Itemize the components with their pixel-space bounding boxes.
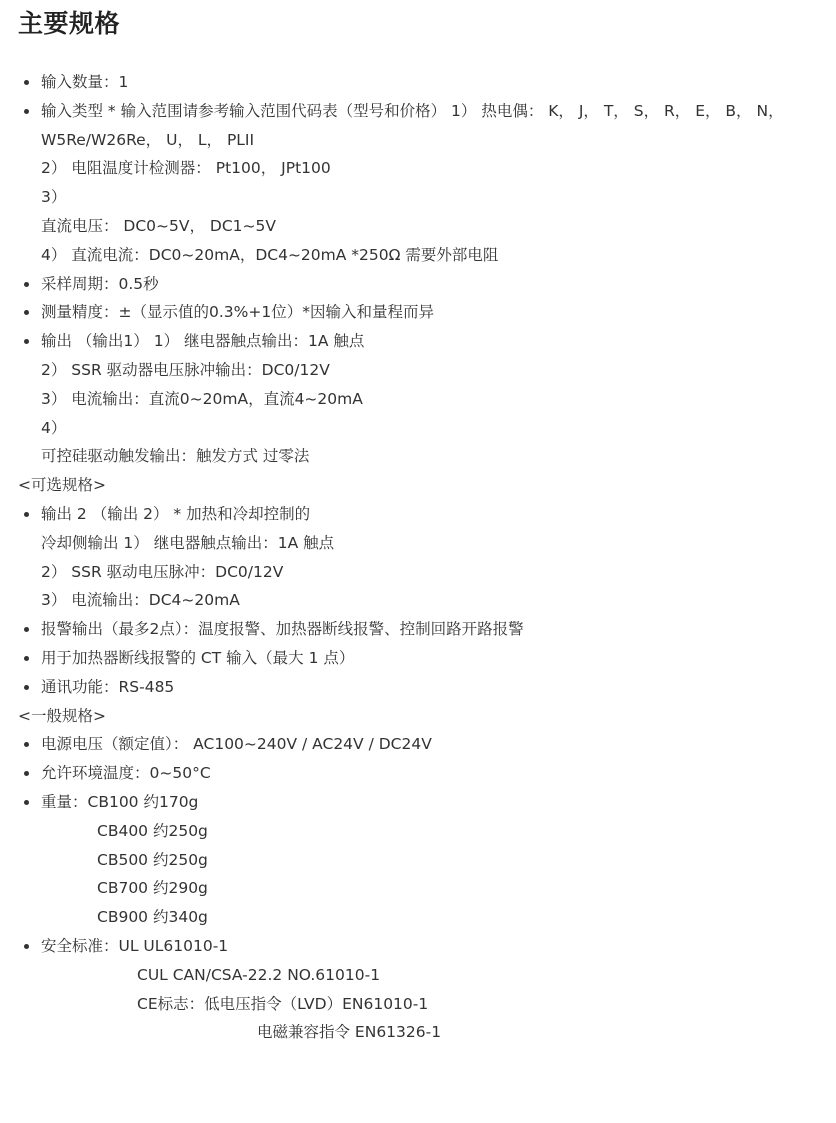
spec-line: CB700 约290g xyxy=(97,879,208,898)
spec-line: 电磁兼容指令 EN61326-1 xyxy=(257,1023,442,1042)
spec-line: 输入类型 * 输入范围请参考输入范围代码表（型号和价格） 1） 热电偶： K， J， T， S， R， E， B， N， xyxy=(41,101,784,120)
list-item xyxy=(18,788,836,932)
spec-line: 输出 2 （输出 2） * 加热和冷却控制的 xyxy=(41,504,311,523)
spec-line: 冷却侧输出 1） 继电器触点输出：1A 触点 xyxy=(41,533,335,552)
spec-line: 输出 （输出1） 1） 继电器触点输出：1A 触点 xyxy=(41,332,365,351)
spec-line: CB900 约340g xyxy=(97,908,208,927)
spec-line: W5Re/W26Re， U， L， PLII xyxy=(41,130,255,149)
spec-line: 4） xyxy=(41,418,67,437)
spec-line: 报警输出（最多2点）：温度报警、加热器断线报警、控制回路开路报警 xyxy=(41,620,524,639)
list-item xyxy=(18,97,836,270)
list-item xyxy=(18,500,836,615)
spec-line: 4） 直流电流：DC0~20mA，DC4~20mA *250Ω 需要外部电阻 xyxy=(41,245,499,264)
spec-line: 测量精度：±（显示值的0.3%+1位）*因输入和量程而异 xyxy=(41,303,434,322)
spec-line: CUL CAN/CSA-22.2 NO.61010-1 xyxy=(137,965,381,984)
spec-line: 电源电压（额定值）： AC100~240V / AC24V / DC24V xyxy=(41,735,432,754)
optional-spec-header: <可选规格> xyxy=(18,476,106,495)
spec-line: 3） 电流输出：直流0~20mA，直流4~20mA xyxy=(41,389,363,408)
spec-line: 可控硅驱动触发输出：触发方式 过零法 xyxy=(41,447,310,466)
general-spec-list xyxy=(18,730,836,1047)
list-item xyxy=(18,327,836,471)
list-item xyxy=(18,759,836,788)
spec-line: 允许环境温度：0~50°C xyxy=(41,764,211,783)
spec-line: 输入数量：1 xyxy=(41,73,129,91)
list-item xyxy=(18,615,836,644)
list-item xyxy=(18,673,836,702)
spec-line: CB500 约250g xyxy=(97,850,208,869)
spec-line: 直流电压： DC0~5V， DC1~5V xyxy=(41,216,276,235)
list-item xyxy=(18,644,836,673)
spec-line: 用于加热器断线报警的 CT 输入（最大 1 点） xyxy=(41,648,355,667)
page-title: 主要规格 xyxy=(18,9,121,38)
spec-line: 3） 电流输出：DC4~20mA xyxy=(41,591,240,610)
main-spec-list xyxy=(18,68,836,471)
spec-line: 3） xyxy=(41,188,67,207)
spec-line: CB400 约250g xyxy=(97,821,208,840)
spec-line: CE标志：低电压指令（LVD）EN61010-1 xyxy=(137,994,429,1013)
optional-spec-list xyxy=(18,500,836,702)
list-item xyxy=(18,68,836,97)
spec-line: 采样周期：0.5秒 xyxy=(41,274,159,293)
spec-line: 2） SSR 驱动电压脉冲：DC0/12V xyxy=(41,562,284,581)
spec-line: 安全标准：UL UL61010-1 xyxy=(41,936,229,955)
spec-line: 重量：CB100 约170g xyxy=(41,792,199,811)
spec-line: 2） SSR 驱动器电压脉冲输出：DC0/12V xyxy=(41,360,330,379)
list-item xyxy=(18,730,836,759)
general-spec-header: <一般规格> xyxy=(18,706,106,725)
list-item xyxy=(18,270,836,299)
list-item xyxy=(18,932,836,1047)
list-item xyxy=(18,298,836,327)
spec-line: 2） 电阻温度计检测器： Pt100， JPt100 xyxy=(41,159,331,178)
spec-line: 通讯功能：RS-485 xyxy=(41,677,175,696)
